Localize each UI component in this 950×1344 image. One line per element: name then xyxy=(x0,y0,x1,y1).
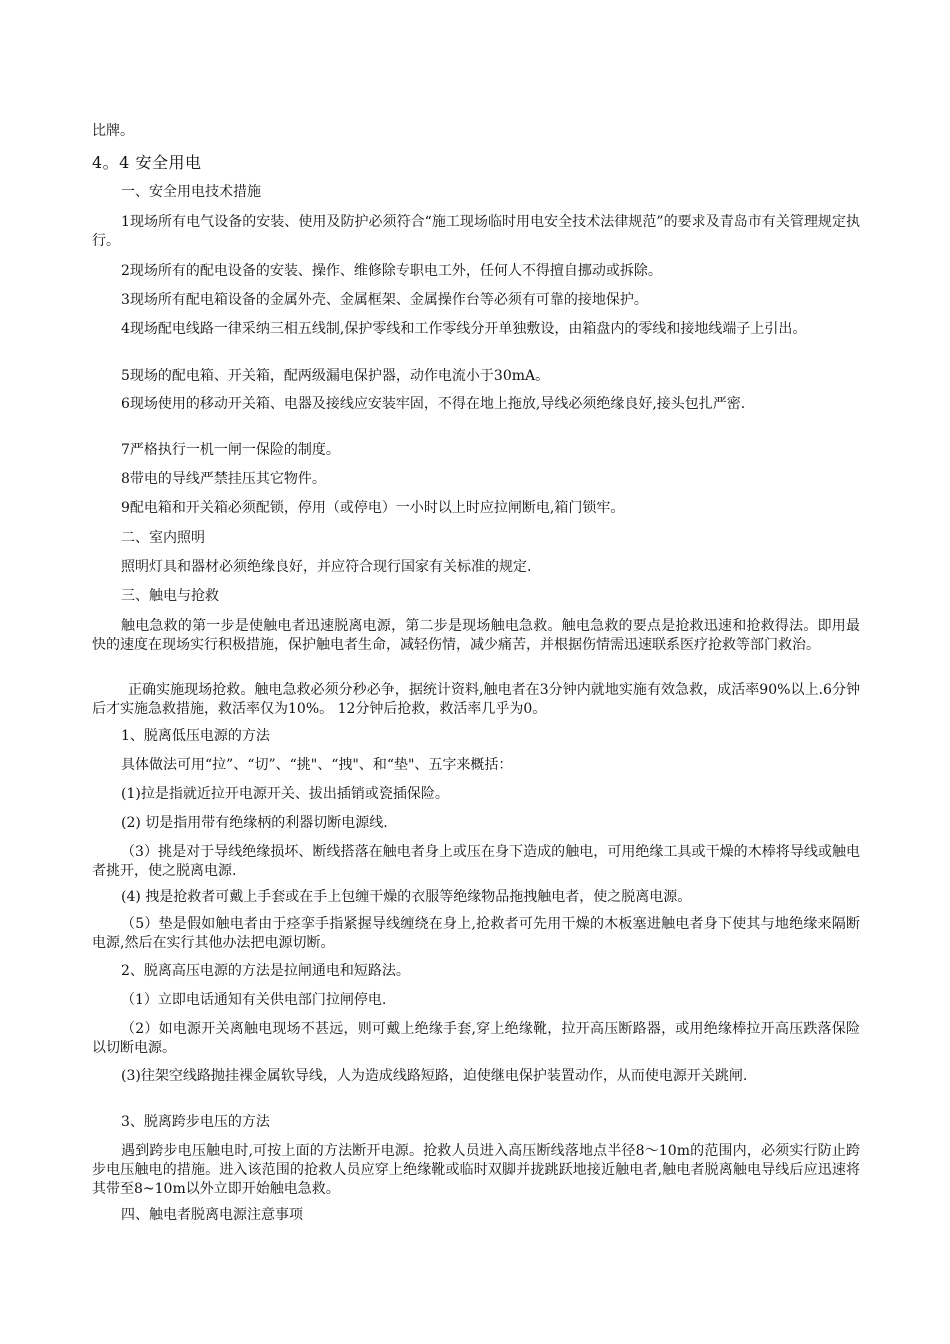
list-item: （2）如电源开关离触电现场不甚远，则可戴上绝缘手套,穿上绝缘靴，拉开高压断路器，或用绝缘棒拉开高压跌落保险以切断电源。 xyxy=(92,1021,860,1056)
paragraph: 触电急救的第一步是使触电者迅速脱离电源，第二步是现场触电急救。触电急救的要点是抢救迅速和抢救得法。即用最快的速度在现场实行积极措施，保护触电者生命，减轻伤情，减少痛苦，并根据伤情需迅速联系医疗抢救等部门救治。 xyxy=(92,618,860,653)
list-heading: 1、脱离低压电源的方法 xyxy=(121,728,270,744)
subsection-heading: 三、触电与抢救 xyxy=(121,588,219,604)
paragraph: 1现场所有电气设备的安装、使用及防护必须符合“施工现场临时用电安全技术法律规范”的要求及青岛市有关管理规定执行。 xyxy=(92,214,860,249)
section-heading: 4。4 安全用电 xyxy=(92,153,202,172)
subsection-heading: 四、触电者脱离电源注意事项 xyxy=(121,1207,303,1223)
paragraph: 5现场的配电箱、开关箱，配两级漏电保护器，动作电流小于30mA。 xyxy=(121,368,550,384)
paragraph: 6现场使用的移动开关箱、电器及接线应安装牢固，不得在地上拖放,导线必须绝缘良好,接头包扎严密. xyxy=(121,396,746,412)
paragraph: 7严格执行一机一闸一保险的制度。 xyxy=(121,442,340,458)
paragraph: 9配电箱和开关箱必须配锁，停用（或停电）一小时以上时应拉闸断电,箱门锁牢。 xyxy=(121,500,625,516)
paragraph: 正确实施现场抢救。触电急救必须分秒必争，据统计资料,触电者在3分钟内就地实施有效急救，成活率90%以上.6分钟后才实施急救措施，救活率仅为10%。 12分钟后抢救，救活率几乎为0。 xyxy=(92,682,860,717)
list-item: （3）挑是对于导线绝缘损坏、断线搭落在触电者身上或压在身下造成的触电，可用绝缘工具或干燥的木棒将导线或触电者挑开，使之脱离电源. xyxy=(92,844,860,879)
list-item: (4) 拽是抢救者可戴上手套或在手上包缠干燥的衣服等绝缘物品拖拽触电者，使之脱离电源。 xyxy=(121,889,692,905)
list-item: (3)往架空线路抛挂裸金属软导线，人为造成线路短路，迫使继电保护装置动作，从而使电源开关跳闸. xyxy=(121,1068,748,1084)
list-item: (2) 切是指用带有绝缘柄的利器切断电源线. xyxy=(121,815,388,831)
paragraph: 3现场所有配电箱设备的金属外壳、金属框架、金属操作台等必须有可靠的接地保护。 xyxy=(121,292,648,308)
list-heading: 3、脱离跨步电压的方法 xyxy=(121,1114,270,1130)
subsection-heading: 二、室内照明 xyxy=(121,530,205,546)
paragraph: 照明灯具和器材必须绝缘良好，并应符合现行国家有关标准的规定. xyxy=(121,559,532,575)
list-item: （5）垫是假如触电者由于痉挛手指紧握导线缠绕在身上,抢救者可先用干燥的木板塞进触电者身下使其与地绝缘来隔断电源,然后在实行其他办法把电源切断。 xyxy=(92,916,860,951)
list-heading: 2、脱离高压电源的方法是拉闸通电和短路法。 xyxy=(121,963,410,979)
list-item: (1)拉是指就近拉开电源开关、拔出插销或瓷插保险。 xyxy=(121,786,449,802)
paragraph: 具体做法可用“拉”、“切”、“挑"、“拽"、和“垫"、五字来概括： xyxy=(121,757,513,773)
subsection-heading: 一、安全用电技术措施 xyxy=(121,184,261,200)
paragraph: 遇到跨步电压触电时,可按上面的方法断开电源。抢救人员进入高压断线落地点半径8～10m的范围内，必须实行防止跨步电压触电的措施。进入该范围的抢救人员应穿上绝缘靴或临时双脚并拢跳跃地接近触电者,触电者脱离触电导线后应迅速将其带至8~10m以外立即开始触电急救。 xyxy=(92,1143,860,1197)
list-item: （1）立即电话通知有关供电部门拉闸停电. xyxy=(121,992,387,1008)
paragraph: 2现场所有的配电设备的安装、操作、维修除专职电工外，任何人不得擅自挪动或拆除。 xyxy=(121,263,662,279)
paragraph: 8带电的导线严禁挂压其它物件。 xyxy=(121,471,326,487)
paragraph: 4现场配电线路一律采纳三相五线制,保护零线和工作零线分开单独敷设，由箱盘内的零线和接地线端子上引出。 xyxy=(121,321,807,337)
paragraph-continuation: 比牌。 xyxy=(92,123,134,139)
